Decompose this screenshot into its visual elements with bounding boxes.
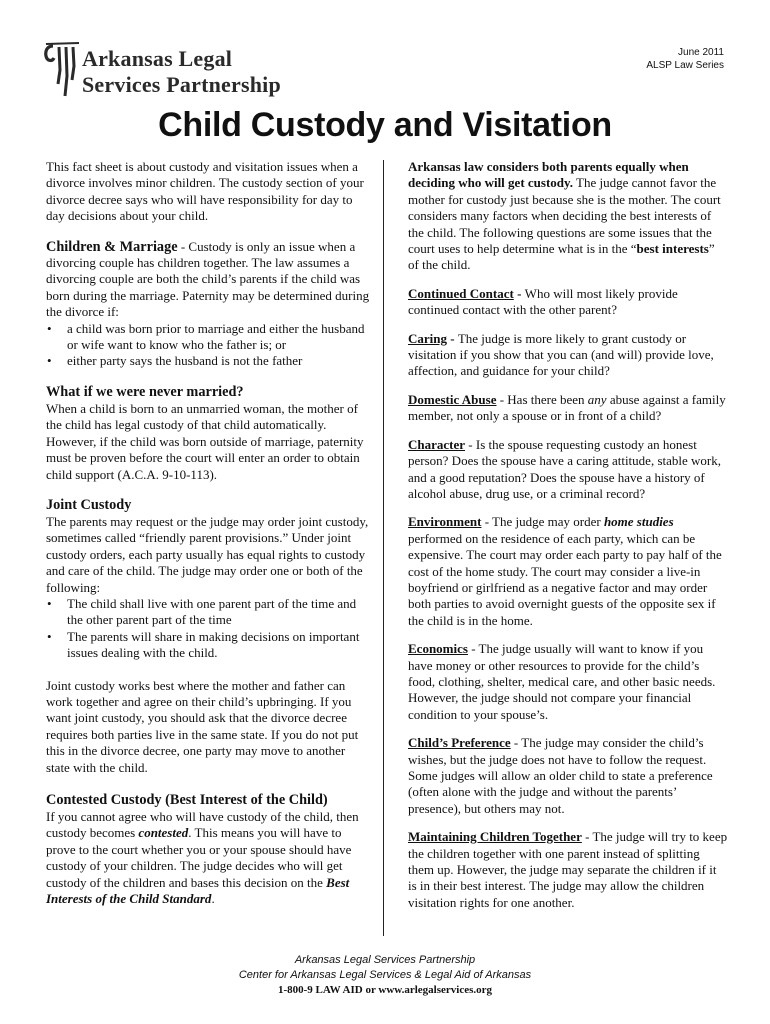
publication-date: June 2011 <box>678 47 724 58</box>
factor-text: abuse against a family member, not only a spouse or in front of a child? <box>408 391 726 424</box>
best-interests-standard: Best Interests of the Child Standard <box>46 874 350 907</box>
contested-text-a: If you cannot agree who will have custody of the child, then custody becomes <box>46 809 359 841</box>
factor-childs-preference <box>408 735 728 817</box>
factor-label: Maintaining Children Together <box>408 829 582 845</box>
equal-parents-text-b: ” of the child. <box>408 241 715 273</box>
factor-label: Economics <box>408 641 468 657</box>
factor-character <box>408 437 728 503</box>
factor-sep: - <box>447 330 458 346</box>
factor-continued-contact <box>408 286 728 319</box>
page-footer <box>0 953 770 998</box>
factor-label: Caring <box>408 330 447 346</box>
equal-parents-text-a: The judge cannot favor the mother for custody just because she is the mother. The court considers many factors when deciding the best interests of the child. The following questions are some issues that the court uses to help determine what is in the “ <box>408 175 721 257</box>
list-item: • a child was born prior to marriage and either the husband or wife want to know who the father is; or <box>67 321 370 354</box>
marriage-heading: Children & Marriage <box>46 238 178 255</box>
factor-text: - The judge will try to keep the children together with one parent instead of splitting them up. However, the judge may separate the children if it is in their best interest. The judge may allow the children visitation rights for one another. <box>408 829 728 910</box>
list-item: • The parents will share in making decisions on important issues dealing with the child. <box>67 629 370 662</box>
footer-contact: 1-800-9 LAW AID or www.arlegalservices.org <box>277 984 493 996</box>
factor-text: - Has there been <box>496 391 588 407</box>
org-name-line1: Arkansas Legal <box>82 46 233 71</box>
contested-custody-text <box>46 809 370 907</box>
factor-environment <box>408 514 728 629</box>
contested-custody-heading: Contested Custody (Best Interest of the Child) <box>46 792 328 808</box>
series-info <box>646 46 724 72</box>
factor-label: Domestic Abuse <box>408 391 497 407</box>
factor-label: Child’s Preference <box>408 735 511 751</box>
unmarried-heading: What if we were never married? <box>46 383 244 400</box>
marriage-text: - Custody is only an issue when a divorcing couple has children together. The law assumes a divorcing couple are both the child’s parents if the child was born during the marriage. Paternity may be determined during the divorce if: <box>46 238 370 320</box>
factor-label: Environment <box>408 514 482 530</box>
factor-text: - Is the spouse requesting custody an honest person? Does the spouse have a caring attitude, stable work, and a good reputation? Does the spouse have a history of alcohol abuse, drug use, or a criminal record? <box>408 436 721 501</box>
marriage-section <box>46 239 370 321</box>
factor-text: - The judge usually will want to know if you have money or other resources to provide for the child’s food, clothing, shelter, medical care, and other basic needs. However, the judge should not compare your financial condition to your spouse’s. <box>408 641 716 722</box>
factor-text: - The judge may order <box>481 514 604 530</box>
page-title: Child Custody and Visitation <box>158 106 612 144</box>
equal-parents-paragraph <box>408 159 728 274</box>
unmarried-text: When a child is born to an unmarried woman, the mother of the child has legal custody of that child automatically. However, if the child was born outside of marriage, paternity must be proven before the court will enter an order to obtain child support (A.C.A. 9-10-113). <box>46 400 364 482</box>
joint-custody-text: The parents may request or the judge may order joint custody, sometimes called “friendly parent provisions.” Under joint custody orders, each party usually has equal rights to custody and care of the child. The judge may order one or both of the following: <box>46 513 369 595</box>
factor-economics <box>408 641 728 723</box>
factor-label: Continued Contact <box>408 285 514 301</box>
logo-mark-icon <box>44 40 80 102</box>
left-column <box>46 159 370 907</box>
footer-org: Arkansas Legal Services Partnership <box>294 954 476 966</box>
factor-emphasis: any <box>587 391 607 407</box>
factor-text: Who will most likely provide continued contact with the other parent? <box>408 285 678 318</box>
list-item: • The child shall live with one parent part of the time and the other parent part of the time <box>67 596 370 629</box>
column-divider <box>383 160 384 936</box>
joint-custody-bullets <box>46 596 370 662</box>
factor-maintaining-children-together <box>408 829 728 911</box>
contested-emphasis: contested <box>138 825 189 841</box>
series-name: ALSP Law Series <box>646 60 724 71</box>
equal-parents-bold: Arkansas law considers both parents equally when deciding who will get custody. <box>408 159 689 191</box>
factor-text: performed on the residence of each party, which can be expensive. The court may order each party to pay half of the cost of the home study. The court may consider a live-in boyfriend or girlfriend as a negative factor and may order both parties to avoid overnight guests of the opposite sex if the child is in the home. <box>408 530 722 628</box>
factor-emphasis: home studies <box>603 514 674 530</box>
joint-custody-text-2: Joint custody works best where the mother and father can work together and agree on their child’s upbringing. If you want joint custody, you should ask that the divorce decree requires both parties live in the same state. If you do not put this in the divorce decree, one party may move to another state with the child. <box>46 677 359 775</box>
factor-domestic-abuse <box>408 392 728 425</box>
factor-text: - The judge may consider the child’s wishes, but the judge does not have to follow the request. Some judges will allow an older child to state a preference (often alone with the judge and without the parents’ presence), but others may not. <box>408 735 713 816</box>
joint-custody-heading: Joint Custody <box>46 496 132 513</box>
footer-partners: Center for Arkansas Legal Services & Legal Aid of Arkansas <box>238 969 532 981</box>
contested-text-c: . <box>211 891 215 907</box>
marriage-bullets <box>46 321 370 370</box>
intro-paragraph: This fact sheet is about custody and visitation issues when a divorce involves minor children. The custody section of your divorce decree says who will have responsibility for day to day decisions about your child. <box>46 159 364 224</box>
factor-caring <box>408 331 728 380</box>
factor-label: Character <box>408 436 466 452</box>
org-logo <box>44 40 344 102</box>
best-interests-term: best interests <box>636 241 709 257</box>
factor-sep: - <box>513 285 525 301</box>
contested-text-b: . This means you will have to prove to the court whether you or your spouse should have custody of your children. The judge decides who will get custody of the children and bases this decision on the <box>46 825 352 890</box>
org-name-line2: Services Partnership <box>82 72 281 97</box>
factor-text: The judge is more likely to grant custody or visitation if you show that you can (and will) provide love, affection, and guidance for your child? <box>408 330 714 379</box>
list-item: • either party says the husband is not the father <box>67 353 370 369</box>
right-column <box>408 159 728 911</box>
